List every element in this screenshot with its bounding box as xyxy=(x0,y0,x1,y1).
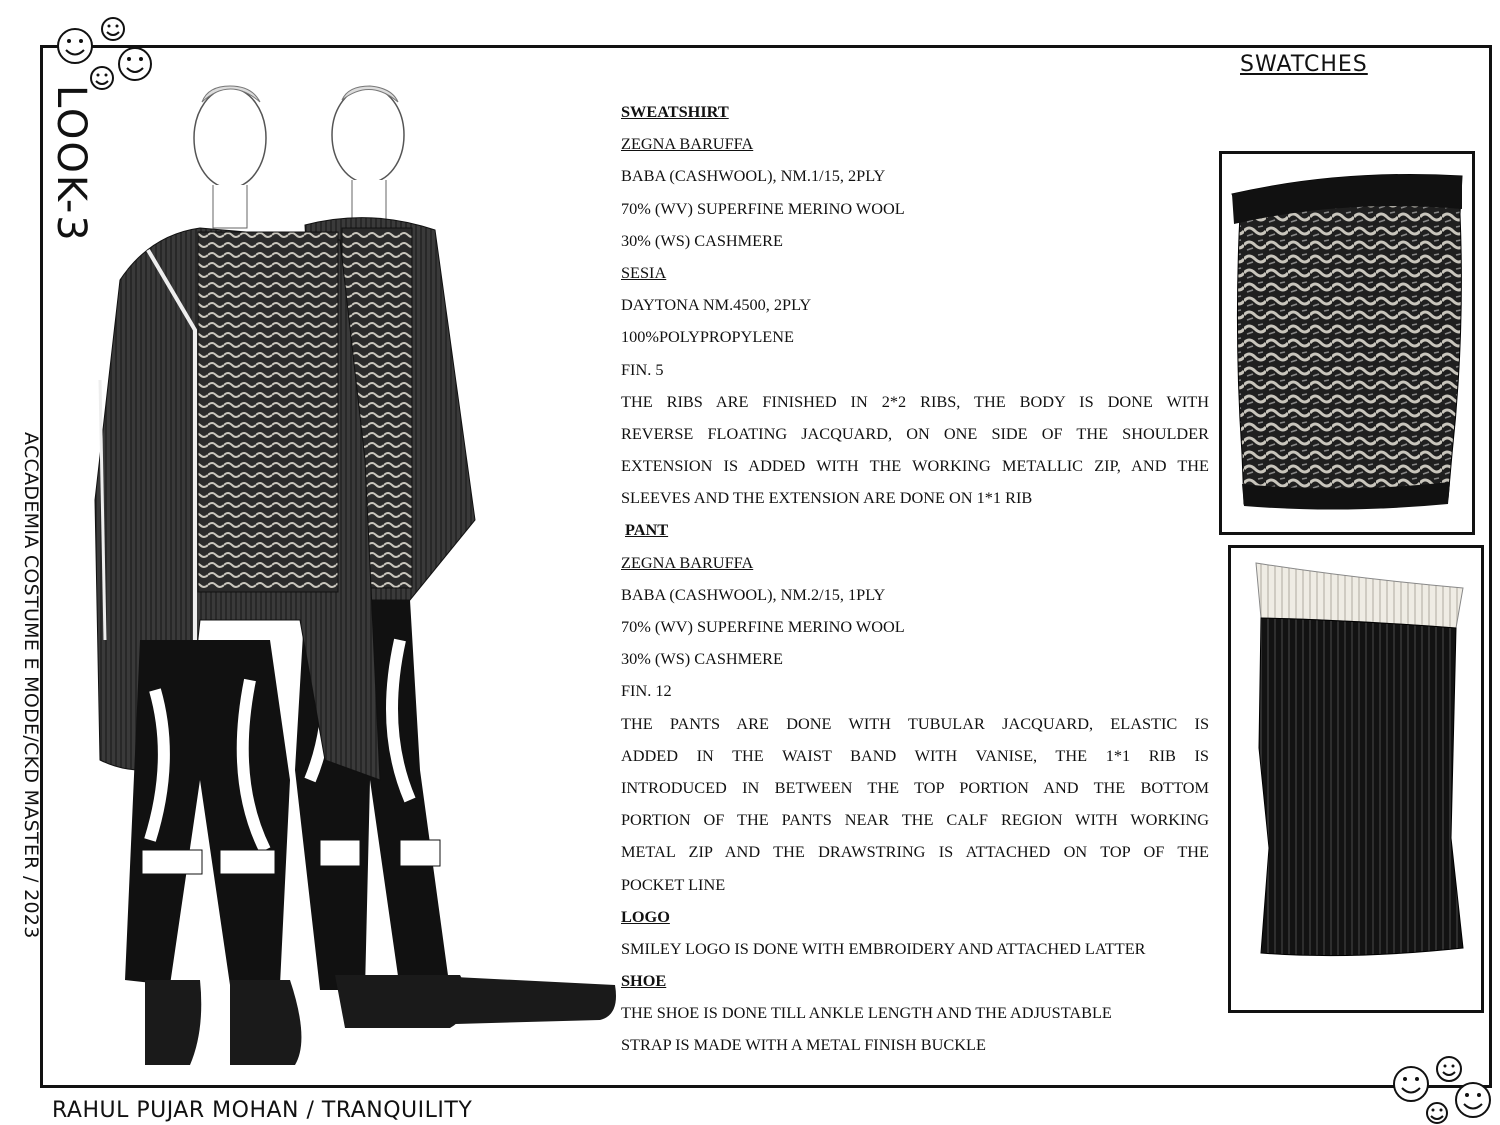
pant-desc-line: INTRODUCED IN BETWEEN THE TOP PORTION AND THE BOTTOM xyxy=(621,777,1209,797)
smiley-cluster-bottom xyxy=(1385,1052,1497,1125)
pant-composition-2: 30% (WS) CASHMERE xyxy=(621,649,783,669)
sweatshirt-heading: SWEATSHIRT xyxy=(621,102,729,121)
pant-composition-1: 70% (WV) SUPERFINE MERINO WOOL xyxy=(621,617,905,636)
logo-description: SMILEY LOGO IS DONE WITH EMBROIDERY AND ATTACHED LATTER xyxy=(621,938,1146,958)
logo-heading: LOGO xyxy=(621,906,670,926)
sweatshirt-composition-1: 70% (WV) SUPERFINE MERINO WOOL xyxy=(621,198,905,218)
sweatshirt-yarn-2: DAYTONA NM.4500, 2PLY xyxy=(621,295,812,315)
footer-credit: RAHUL PUJAR MOHAN / TRANQUILITY xyxy=(52,1098,473,1123)
sweatshirt-desc-line: EXTENSION IS ADDED WITH THE WORKING METALLIC ZIP, AND THE xyxy=(621,456,1209,476)
sweatshirt-desc-line: SLEEVES AND THE EXTENSION ARE DONE ON 1*1 RIB xyxy=(621,488,1033,508)
sweatshirt-description xyxy=(621,390,1209,519)
pant-desc-line: METAL ZIP AND THE DRAWSTRING IS ATTACHED ON TOP OF THE xyxy=(621,842,1209,862)
pant-yarn: BABA (CASHWOOL), NM.2/15, 1PLY xyxy=(621,584,886,604)
shoe-desc-line: STRAP IS MADE WITH A METAL FINISH BUCKLE xyxy=(621,1035,986,1055)
pant-brand: ZEGNA BARUFFA xyxy=(621,552,754,572)
smiley-icon xyxy=(1394,1057,1490,1123)
pant-desc-line: PORTION OF THE PANTS NEAR THE CALF REGION WITH WORKING xyxy=(621,810,1209,830)
sweatshirt-composition-3: 100%POLYPROPYLENE xyxy=(621,327,794,347)
look-illustration xyxy=(80,80,620,1075)
sweatshirt-fineness: FIN. 5 xyxy=(621,359,664,379)
sweatshirt-composition-2: 30% (WS) CASHMERE xyxy=(621,230,783,250)
swatch-pant-rib xyxy=(1228,545,1484,1013)
pant-desc-line: POCKET LINE xyxy=(621,874,726,894)
pant-heading: PANT xyxy=(625,520,669,540)
swatches-title: SWATCHES xyxy=(1240,52,1368,77)
sweatshirt-desc-line: THE RIBS ARE FINISHED IN 2*2 RIBS, THE BODY IS DONE WITH xyxy=(621,391,1209,411)
pant-description xyxy=(621,712,1209,905)
side-credit: ACCADEMIA COSTUME E MODE/CKD MASTER / 2023 xyxy=(20,432,42,939)
sweatshirt-brand-1: ZEGNA BARUFFA xyxy=(621,134,754,154)
look-title: LOOK-3 xyxy=(48,85,94,243)
shoe-heading: SHOE xyxy=(621,971,667,991)
shoe-desc-line: THE SHOE IS DONE TILL ANKLE LENGTH AND THE ADJUSTABLE xyxy=(621,1003,1112,1023)
sweatshirt-desc-line: REVERSE FLOATING JACQUARD, ON ONE SIDE OF THE SHOULDER xyxy=(621,423,1209,443)
pant-desc-line: THE PANTS ARE DONE WITH TUBULAR JACQUARD, ELASTIC IS xyxy=(621,713,1209,733)
sweatshirt-yarn-1: BABA (CASHWOOL), NM.1/15, 2PLY xyxy=(621,166,886,186)
swatch-sweatshirt-jacquard xyxy=(1219,151,1475,535)
pant-desc-line: ADDED IN THE WAIST BAND WITH VANISE, THE 1*1 RIB IS xyxy=(621,745,1209,765)
pant-fineness: FIN. 12 xyxy=(621,681,672,701)
sweatshirt-brand-2: SESIA xyxy=(621,262,667,282)
spec-text xyxy=(621,100,1209,1066)
